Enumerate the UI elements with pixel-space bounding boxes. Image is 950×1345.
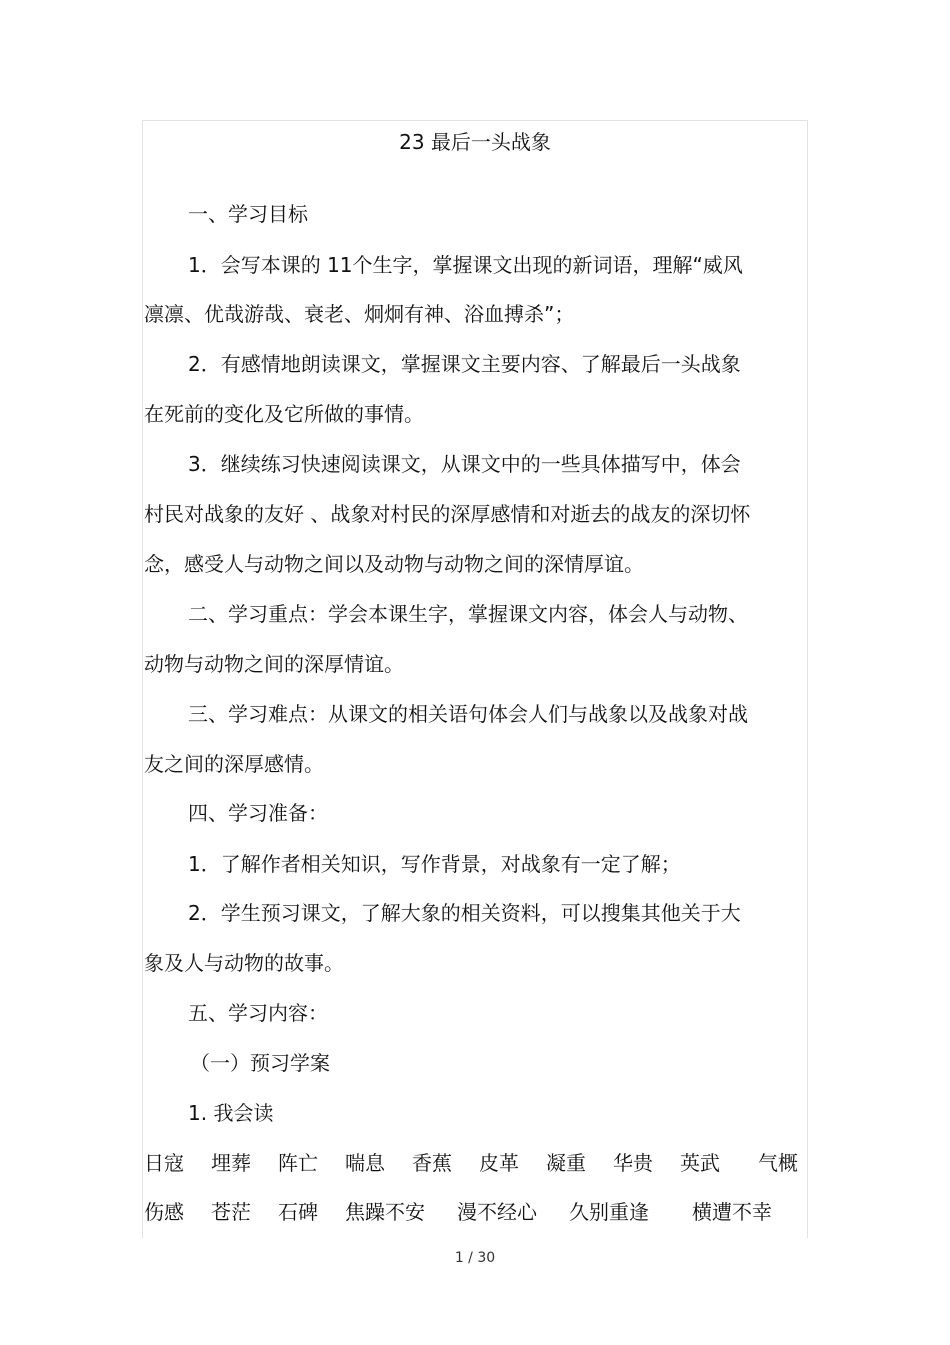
section-heading-key-points: 二、学习重点：学会本课生字，掌握课文内容，体会人与动物、 [188,602,748,626]
vocab-word: 香蕉 [412,1151,452,1175]
vocab-word: 苍茫 [211,1200,251,1224]
vocab-word: 华贵 [613,1151,653,1175]
section-heading-content: 五、学习内容： [188,1001,328,1025]
paragraph-line: 2．学生预习课文，了解大象的相关资料，可以搜集其他关于大 [188,901,741,925]
section-heading-preparation: 四、学习准备： [188,801,328,825]
vocab-word: 久别重逢 [569,1200,649,1224]
paragraph-line: 凛凛、优哉游哉、衰老、炯炯有神、浴血搏杀”； [144,302,575,326]
section-heading-difficulties: 三、学习难点：从课文的相关语句体会人们与战象以及战象对战 [188,702,748,726]
paragraph-line: 村民对战象的友好 、战象对村民的深厚感情和对逝去的战友的深切怀 [144,502,751,526]
paragraph-line: 3．继续练习快速阅读课文，从课文中的一些具体描写中，体会 [188,452,741,476]
section-heading-objectives: 一、学习目标 [188,202,308,226]
vocab-word: 英武 [680,1151,720,1175]
vocab-word: 皮革 [479,1151,519,1175]
subsection-heading-preview: （一）预习学案 [190,1051,330,1075]
paragraph-line: 1．会写本课的 11个生字，掌握课文出现的新词语，理解“威风 [188,253,743,277]
vocab-word: 横遭不幸 [692,1200,772,1224]
vocab-word: 伤感 [144,1200,184,1224]
subsection-heading-reading: 1. 我会读 [188,1101,274,1125]
paragraph-line: 在死前的变化及它所做的事情。 [144,402,424,426]
vocab-word: 埋葬 [211,1151,251,1175]
document-title: 23 最后一头战象 [399,130,551,154]
vocab-word: 凝重 [546,1151,586,1175]
paragraph-line: 念，感受人与动物之间以及动物与动物之间的深情厚谊。 [144,552,644,576]
vocab-word: 日寇 [144,1151,184,1175]
paragraph-line: 友之间的深厚感情。 [144,752,324,776]
vocab-word: 阵亡 [278,1151,318,1175]
vocab-word: 气概 [758,1151,798,1175]
vocab-word: 漫不经心 [457,1200,537,1224]
vocab-word: 焦躁不安 [345,1200,425,1224]
vocab-word: 石碑 [278,1200,318,1224]
paragraph-line: 象及人与动物的故事。 [144,951,344,975]
paragraph-line: 2．有感情地朗读课文，掌握课文主要内容、了解最后一头战象 [188,352,741,376]
page-number: 1 / 30 [454,1250,496,1266]
vocab-word: 喘息 [345,1151,385,1175]
paragraph-line: 动物与动物之间的深厚情谊。 [144,652,404,676]
paragraph-line: 1．了解作者相关知识，写作背景，对战象有一定了解； [188,852,681,876]
